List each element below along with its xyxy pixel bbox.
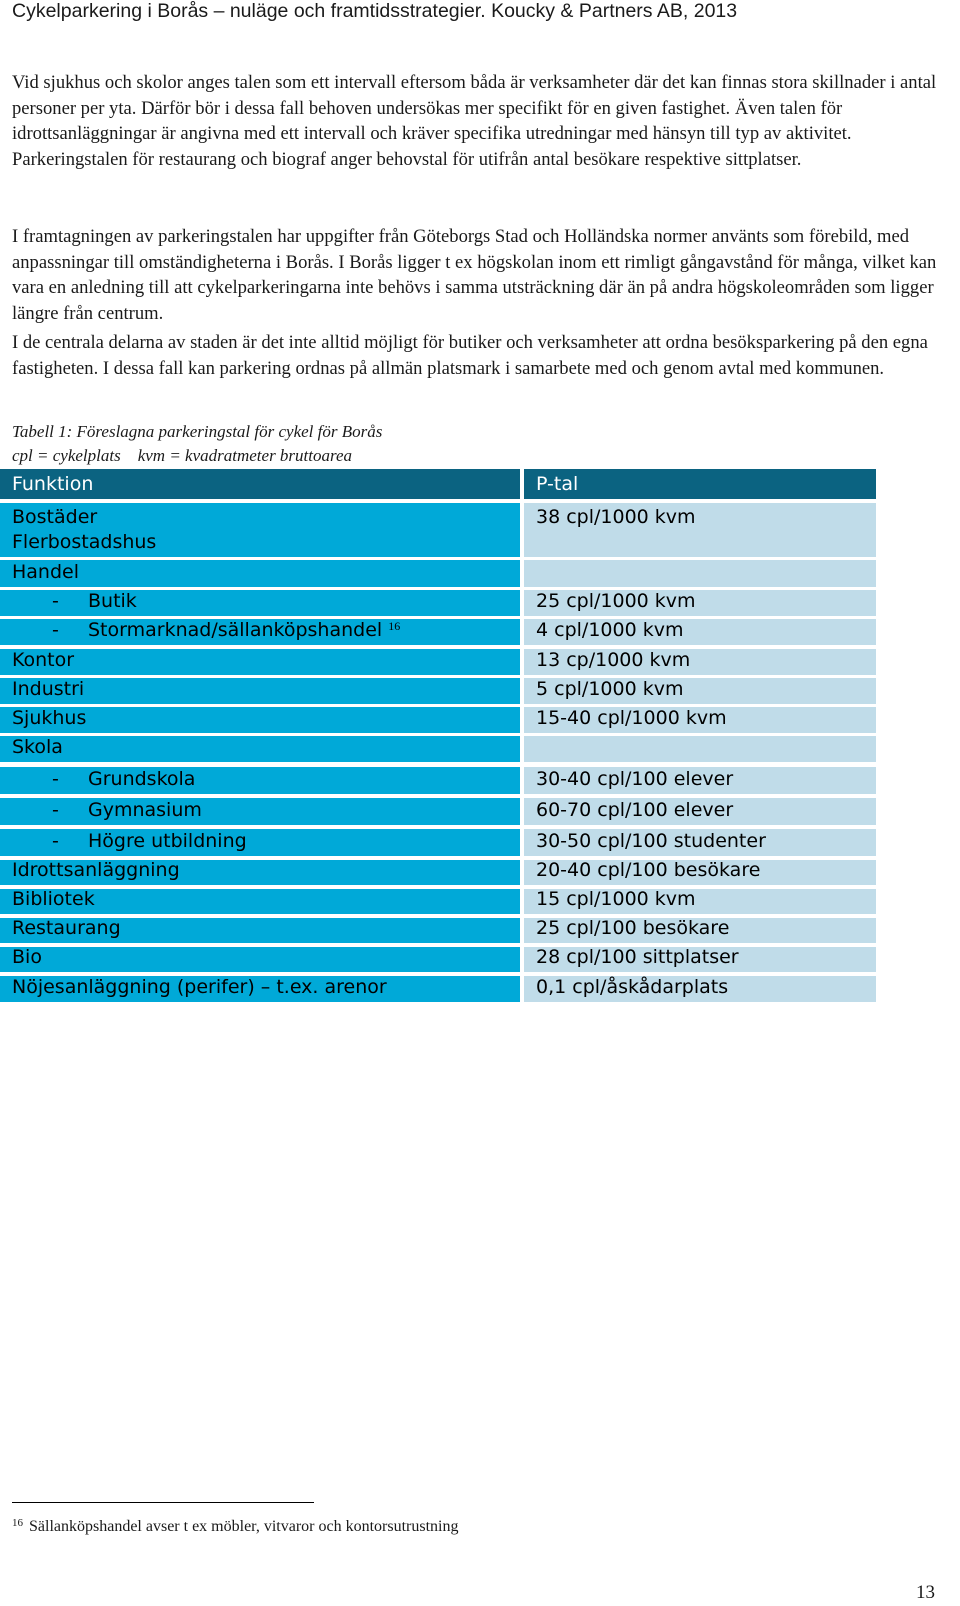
function-label: Idrottsanläggning bbox=[12, 860, 180, 881]
table-row bbox=[0, 976, 880, 1002]
footnote-reference: 16 bbox=[388, 619, 401, 633]
sub-item-dash: - bbox=[52, 830, 59, 852]
ptal-value: 38 cpl/1000 kvm bbox=[536, 506, 696, 528]
function-cell bbox=[0, 767, 520, 794]
function-label: Högre utbildning bbox=[88, 830, 247, 852]
ptal-cell bbox=[524, 889, 876, 914]
page-header: Cykelparkering i Borås – nuläge och framtidsstrategier. Koucky & Partners AB, 2013 bbox=[12, 0, 738, 22]
function-cell bbox=[0, 736, 520, 762]
ptal-value: 30-50 cpl/100 studenter bbox=[536, 830, 766, 852]
function-label: Nöjesanläggning (perifer) – t.ex. arenor bbox=[12, 976, 387, 998]
sub-item-dash: - bbox=[52, 768, 59, 790]
function-label: Bibliotek bbox=[12, 889, 95, 910]
function-label: Flerbostadshus bbox=[12, 532, 157, 553]
table-row bbox=[0, 767, 880, 794]
table-row bbox=[0, 860, 880, 885]
ptal-cell bbox=[524, 829, 876, 856]
function-label: Handel bbox=[12, 561, 80, 583]
ptal-value: 15-40 cpl/1000 kvm bbox=[536, 707, 727, 729]
ptal-value: 5 cpl/1000 kvm bbox=[536, 678, 684, 700]
header-label-ptal: P-tal bbox=[536, 473, 579, 495]
table-legend: cpl = cykelplats kvm = kvadratmeter bruttoarea bbox=[12, 446, 353, 465]
table-row bbox=[0, 736, 880, 762]
ptal-cell bbox=[524, 798, 876, 825]
footnote-text: Sällanköpshandel avser t ex möbler, vitvaror och kontorsutrustning bbox=[29, 1518, 459, 1535]
table-row bbox=[0, 707, 880, 733]
function-label: Restaurang bbox=[12, 918, 121, 939]
table-row bbox=[0, 918, 880, 943]
ptal-cell bbox=[524, 503, 876, 532]
table-row bbox=[0, 678, 880, 704]
function-cell bbox=[0, 649, 520, 675]
table-row bbox=[0, 798, 880, 825]
ptal-value: 13 cp/1000 kvm bbox=[536, 649, 691, 671]
ptal-cell bbox=[524, 767, 876, 794]
function-cell bbox=[0, 889, 520, 914]
ptal-cell bbox=[524, 707, 876, 733]
function-name bbox=[88, 590, 137, 612]
ptal-value: 4 cpl/1000 kvm bbox=[536, 619, 684, 641]
function-label: Bostäder bbox=[12, 506, 98, 528]
ptal-cell bbox=[524, 649, 876, 675]
function-cell bbox=[0, 798, 520, 825]
function-cell bbox=[0, 707, 520, 733]
paragraph-3: I de centrala delarna av staden är det inte alltid möjligt för butiker och verksamheter att ordna besöksparkering på den egna fastigheten. I dessa fall kan parkering ordnas på allmän platsmark i samarbete med och genom avtal med kommunen. bbox=[12, 332, 928, 379]
ptal-value: 0,1 cpl/åskådarplats bbox=[536, 976, 729, 998]
ptal-cell bbox=[524, 590, 876, 616]
function-label: Skola bbox=[12, 736, 63, 758]
ptal-cell bbox=[524, 678, 876, 704]
table-row bbox=[0, 560, 880, 587]
function-label: Grundskola bbox=[88, 768, 196, 790]
header-label-funktion: Funktion bbox=[12, 473, 94, 495]
ptal-cell bbox=[524, 532, 876, 557]
function-label: Kontor bbox=[12, 649, 75, 671]
function-label: Sjukhus bbox=[12, 707, 87, 729]
function-cell bbox=[0, 947, 520, 972]
table-row bbox=[0, 532, 880, 557]
function-label: Butik bbox=[88, 590, 137, 612]
paragraph-1: Vid sjukhus och skolor anges talen som ett intervall eftersom båda är verksamheter där det kan finnas stora skillnader i antal personer per yta. Därför bör i dessa fall behoven undersökas mer specifikt för en given fastighet. Även talen för idrottsanläggningar är angivna med ett intervall och kräver specifika utredningar med hänsyn till typ av aktivitet. Parkeringstalen för restaurang och biograf anger behovstal för utifrån antal besökare respektive sittplatser. bbox=[12, 72, 937, 170]
page-number: 13 bbox=[916, 1582, 935, 1603]
footnote-separator bbox=[12, 1502, 314, 1503]
function-cell bbox=[0, 829, 520, 856]
table-row bbox=[0, 503, 880, 532]
ptal-cell bbox=[524, 560, 876, 587]
ptal-cell bbox=[524, 947, 876, 972]
sub-item-dash: - bbox=[52, 799, 59, 821]
function-cell bbox=[0, 532, 520, 557]
table-row bbox=[0, 619, 880, 645]
table-row bbox=[0, 947, 880, 972]
function-name bbox=[88, 799, 202, 821]
table-row bbox=[0, 590, 880, 616]
function-label: Industri bbox=[12, 678, 85, 700]
table-row bbox=[0, 889, 880, 914]
table-row bbox=[0, 649, 880, 675]
ptal-value: 60-70 cpl/100 elever bbox=[536, 799, 734, 821]
function-cell bbox=[0, 503, 520, 532]
function-label: Bio bbox=[12, 947, 42, 968]
footnote bbox=[12, 1517, 459, 1536]
paragraph-2: I framtagningen av parkeringstalen har uppgifter från Göteborgs Stad och Holländska normer använts som förebild, med anpassningar till omständigheterna i Borås. I Borås ligger t ex högskolan inom ett rimligt gångavstånd för många, vilket kan vara en anledning till att cykelparkeringarna inte behövs i samma utsträckning där än på andra högskoleområden som ligger längre från centrum. bbox=[12, 226, 937, 324]
function-cell bbox=[0, 678, 520, 704]
function-cell bbox=[0, 560, 520, 587]
function-cell bbox=[0, 918, 520, 943]
function-cell bbox=[0, 860, 520, 885]
header-cell-ptal bbox=[524, 469, 876, 499]
header-cell-funktion bbox=[0, 469, 520, 499]
function-label: Gymnasium bbox=[88, 799, 202, 821]
function-name bbox=[88, 830, 247, 852]
ptal-value: 15 cpl/1000 kvm bbox=[536, 889, 696, 910]
ptal-value: 30-40 cpl/100 elever bbox=[536, 768, 734, 790]
ptal-cell bbox=[524, 976, 876, 1002]
table-row bbox=[0, 829, 880, 856]
function-cell bbox=[0, 976, 520, 1002]
table-caption: Tabell 1: Föreslagna parkeringstal för cykel för Borås bbox=[12, 422, 383, 441]
sub-item-dash: - bbox=[52, 590, 59, 612]
ptal-cell bbox=[524, 736, 876, 762]
function-name bbox=[88, 768, 195, 790]
function-name bbox=[88, 619, 400, 641]
ptal-cell bbox=[524, 860, 876, 885]
ptal-value: 28 cpl/100 sittplatser bbox=[536, 947, 739, 968]
ptal-value: 25 cpl/1000 kvm bbox=[536, 590, 696, 612]
ptal-cell bbox=[524, 918, 876, 943]
ptal-cell bbox=[524, 619, 876, 645]
function-cell bbox=[0, 590, 520, 616]
sub-item-dash: - bbox=[52, 619, 59, 641]
table-header-row bbox=[0, 469, 880, 499]
function-cell bbox=[0, 619, 520, 645]
ptal-value: 25 cpl/100 besökare bbox=[536, 918, 730, 939]
function-label: Stormarknad/sällanköpshandel bbox=[88, 619, 383, 641]
ptal-value: 20-40 cpl/100 besökare bbox=[536, 860, 761, 881]
footnote-mark: 16 bbox=[12, 1517, 23, 1529]
